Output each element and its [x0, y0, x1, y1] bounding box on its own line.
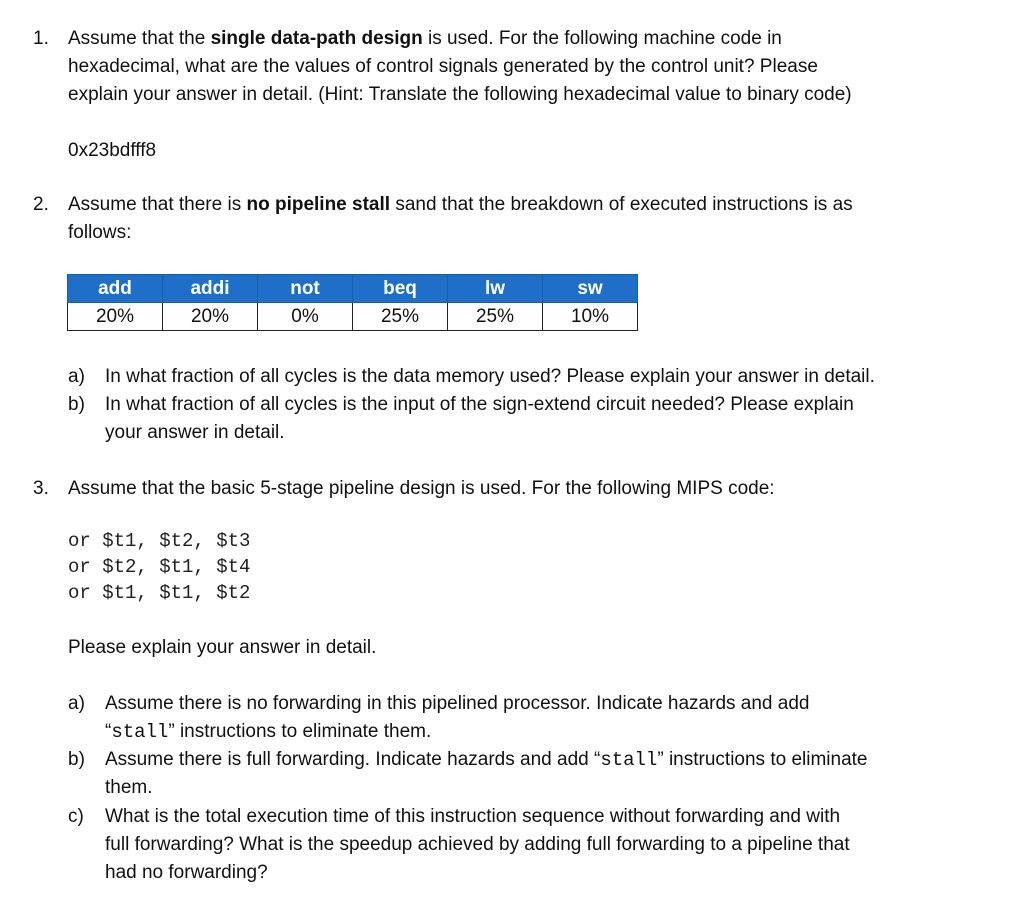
- table-cell: 25%: [448, 303, 543, 331]
- q3-c-label: c): [68, 806, 84, 827]
- q1-line-2: hexadecimal, what are the values of control signals generated by the control unit? Please: [68, 56, 818, 77]
- q3-explain: Please explain your answer in detail.: [68, 637, 377, 658]
- table-cell: 0%: [258, 303, 353, 331]
- table-cell: 25%: [353, 303, 448, 331]
- q3-a-label: a): [68, 693, 85, 714]
- table-header-cell: addi: [163, 275, 258, 303]
- q3-line-1: Assume that the basic 5-stage pipeline design is used. For the following MIPS code:: [68, 478, 775, 499]
- q2-b-line-2: your answer in detail.: [105, 422, 285, 443]
- q2-b-line-1: In what fraction of all cycles is the input of the sign-extend circuit needed? Please explain: [105, 394, 854, 415]
- q3-a-line-1: Assume there is no forwarding in this pipelined processor. Indicate hazards and add: [105, 693, 810, 714]
- q3-b-label: b): [68, 749, 85, 770]
- q3-number: 3.: [33, 478, 49, 499]
- q1-hex-code: 0x23bdfff8: [68, 140, 157, 161]
- table-header-cell: sw: [543, 275, 638, 303]
- q3-c-line-1: What is the total execution time of this instruction sequence without forwarding and with: [105, 806, 841, 827]
- table-header-row: [68, 275, 638, 303]
- q3-c-line-2: full forwarding? What is the speedup achieved by adding full forwarding to a pipeline that: [105, 834, 850, 855]
- mips-code-line: or $t2, $t1, $t4: [68, 556, 251, 578]
- mips-code-line: or $t1, $t1, $t2: [68, 582, 251, 604]
- table-cell: 20%: [68, 303, 163, 331]
- q1-line-1: Assume that the single data-path design is used. For the following machine code in: [68, 28, 782, 49]
- q2-b-label: b): [68, 394, 85, 415]
- mips-code-line: or $t1, $t2, $t3: [68, 530, 251, 552]
- q2-line-1: Assume that there is no pipeline stall sand that the breakdown of executed instructions is as: [68, 194, 853, 215]
- table-cell: 10%: [543, 303, 638, 331]
- q3-a-line-2: “stall” instructions to eliminate them.: [105, 721, 432, 743]
- q2-number: 2.: [33, 194, 49, 215]
- table-cell: 20%: [163, 303, 258, 331]
- q1-number: 1.: [33, 28, 49, 49]
- table-header-cell: add: [68, 275, 163, 303]
- instruction-mix-table: [67, 274, 638, 331]
- q1-line-3: explain your answer in detail. (Hint: Translate the following hexadecimal value to binary code): [68, 84, 852, 105]
- q2-a-label: a): [68, 366, 85, 387]
- q3-c-line-3: had no forwarding?: [105, 862, 268, 883]
- q3-b-line-2: them.: [105, 777, 153, 798]
- table-header-cell: beq: [353, 275, 448, 303]
- table-row: [68, 303, 638, 331]
- table-header-cell: lw: [448, 275, 543, 303]
- q2-line-2: follows:: [68, 222, 132, 243]
- q2-a-text: In what fraction of all cycles is the data memory used? Please explain your answer in detail.: [105, 366, 875, 387]
- table-header-cell: not: [258, 275, 353, 303]
- q3-b-line-1: Assume there is full forwarding. Indicate hazards and add “stall” instructions to eliminate: [105, 749, 868, 771]
